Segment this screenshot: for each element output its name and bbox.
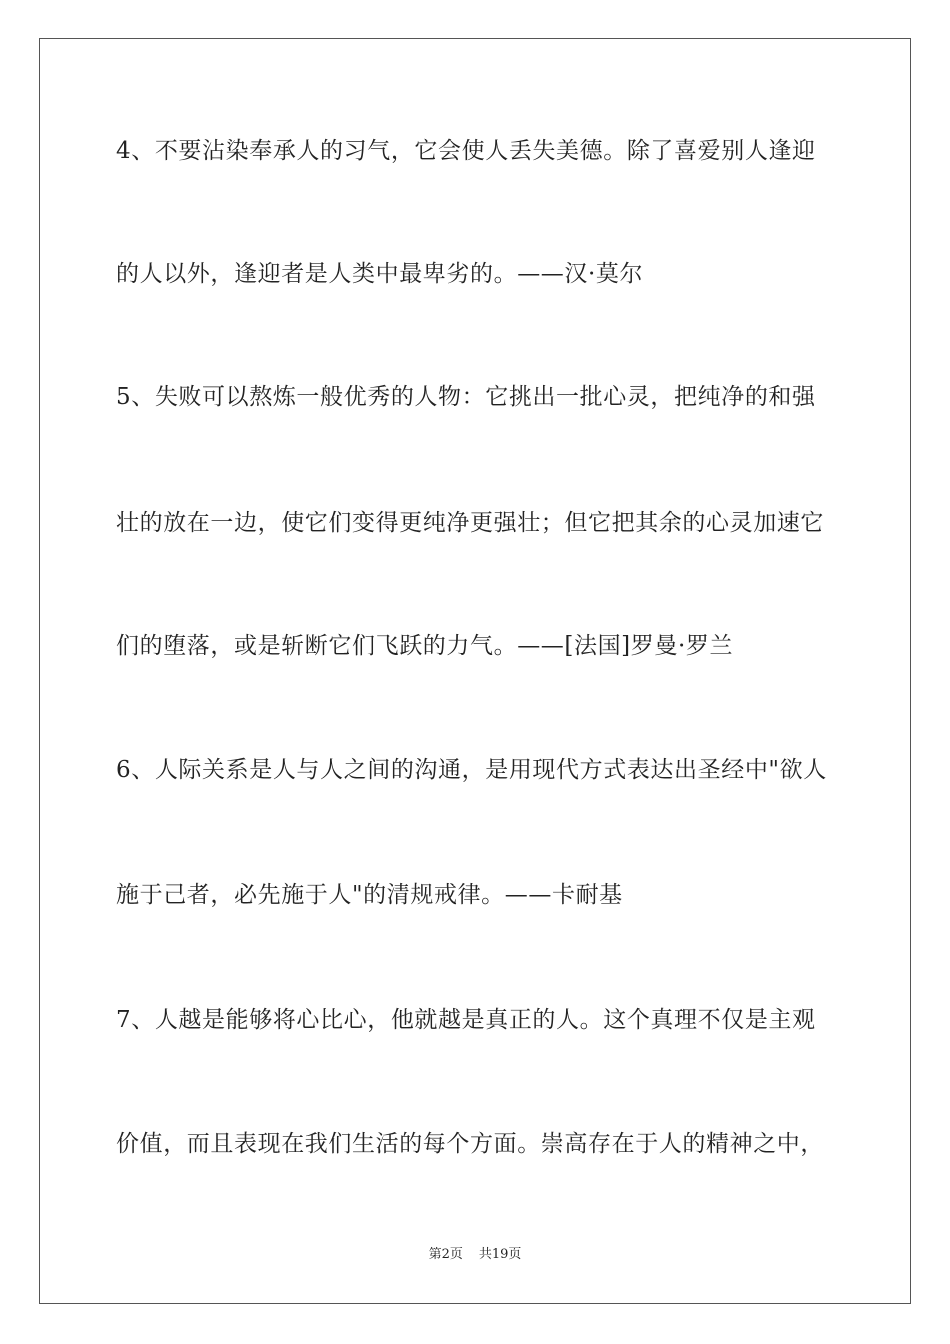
text-line: 5、失败可以熬炼一般优秀的人物：它挑出一批心灵，把纯净的和强: [116, 384, 816, 410]
text-line: 们的堕落，或是斩断它们飞跃的力气。——[法国]罗曼·罗兰: [116, 633, 734, 659]
current-page-label: 第2页: [428, 1247, 463, 1262]
text-line: 4、不要沾染奉承人的习气，它会使人丢失美德。除了喜爱别人逢迎: [116, 138, 816, 164]
text-line: 的人以外，逢迎者是人类中最卑劣的。——汉·莫尔: [116, 261, 644, 287]
text-line: 价值，而且表现在我们生活的每个方面。崇高存在于人的精神之中，: [116, 1131, 824, 1157]
page-footer: [0, 1246, 950, 1264]
text-line: 壮的放在一边，使它们变得更纯净更强壮；但它把其余的心灵加速它: [116, 510, 824, 536]
page-border: [39, 38, 911, 1304]
text-line: 施于己者，必先施于人"的清规戒律。——卡耐基: [116, 882, 623, 908]
total-pages-label: 共19页: [478, 1247, 522, 1262]
text-line: 6、人际关系是人与人之间的沟通，是用现代方式表达出圣经中"欲人: [116, 757, 827, 783]
text-line: 7、人越是能够将心比心，他就越是真正的人。这个真理不仅是主观: [116, 1007, 816, 1033]
